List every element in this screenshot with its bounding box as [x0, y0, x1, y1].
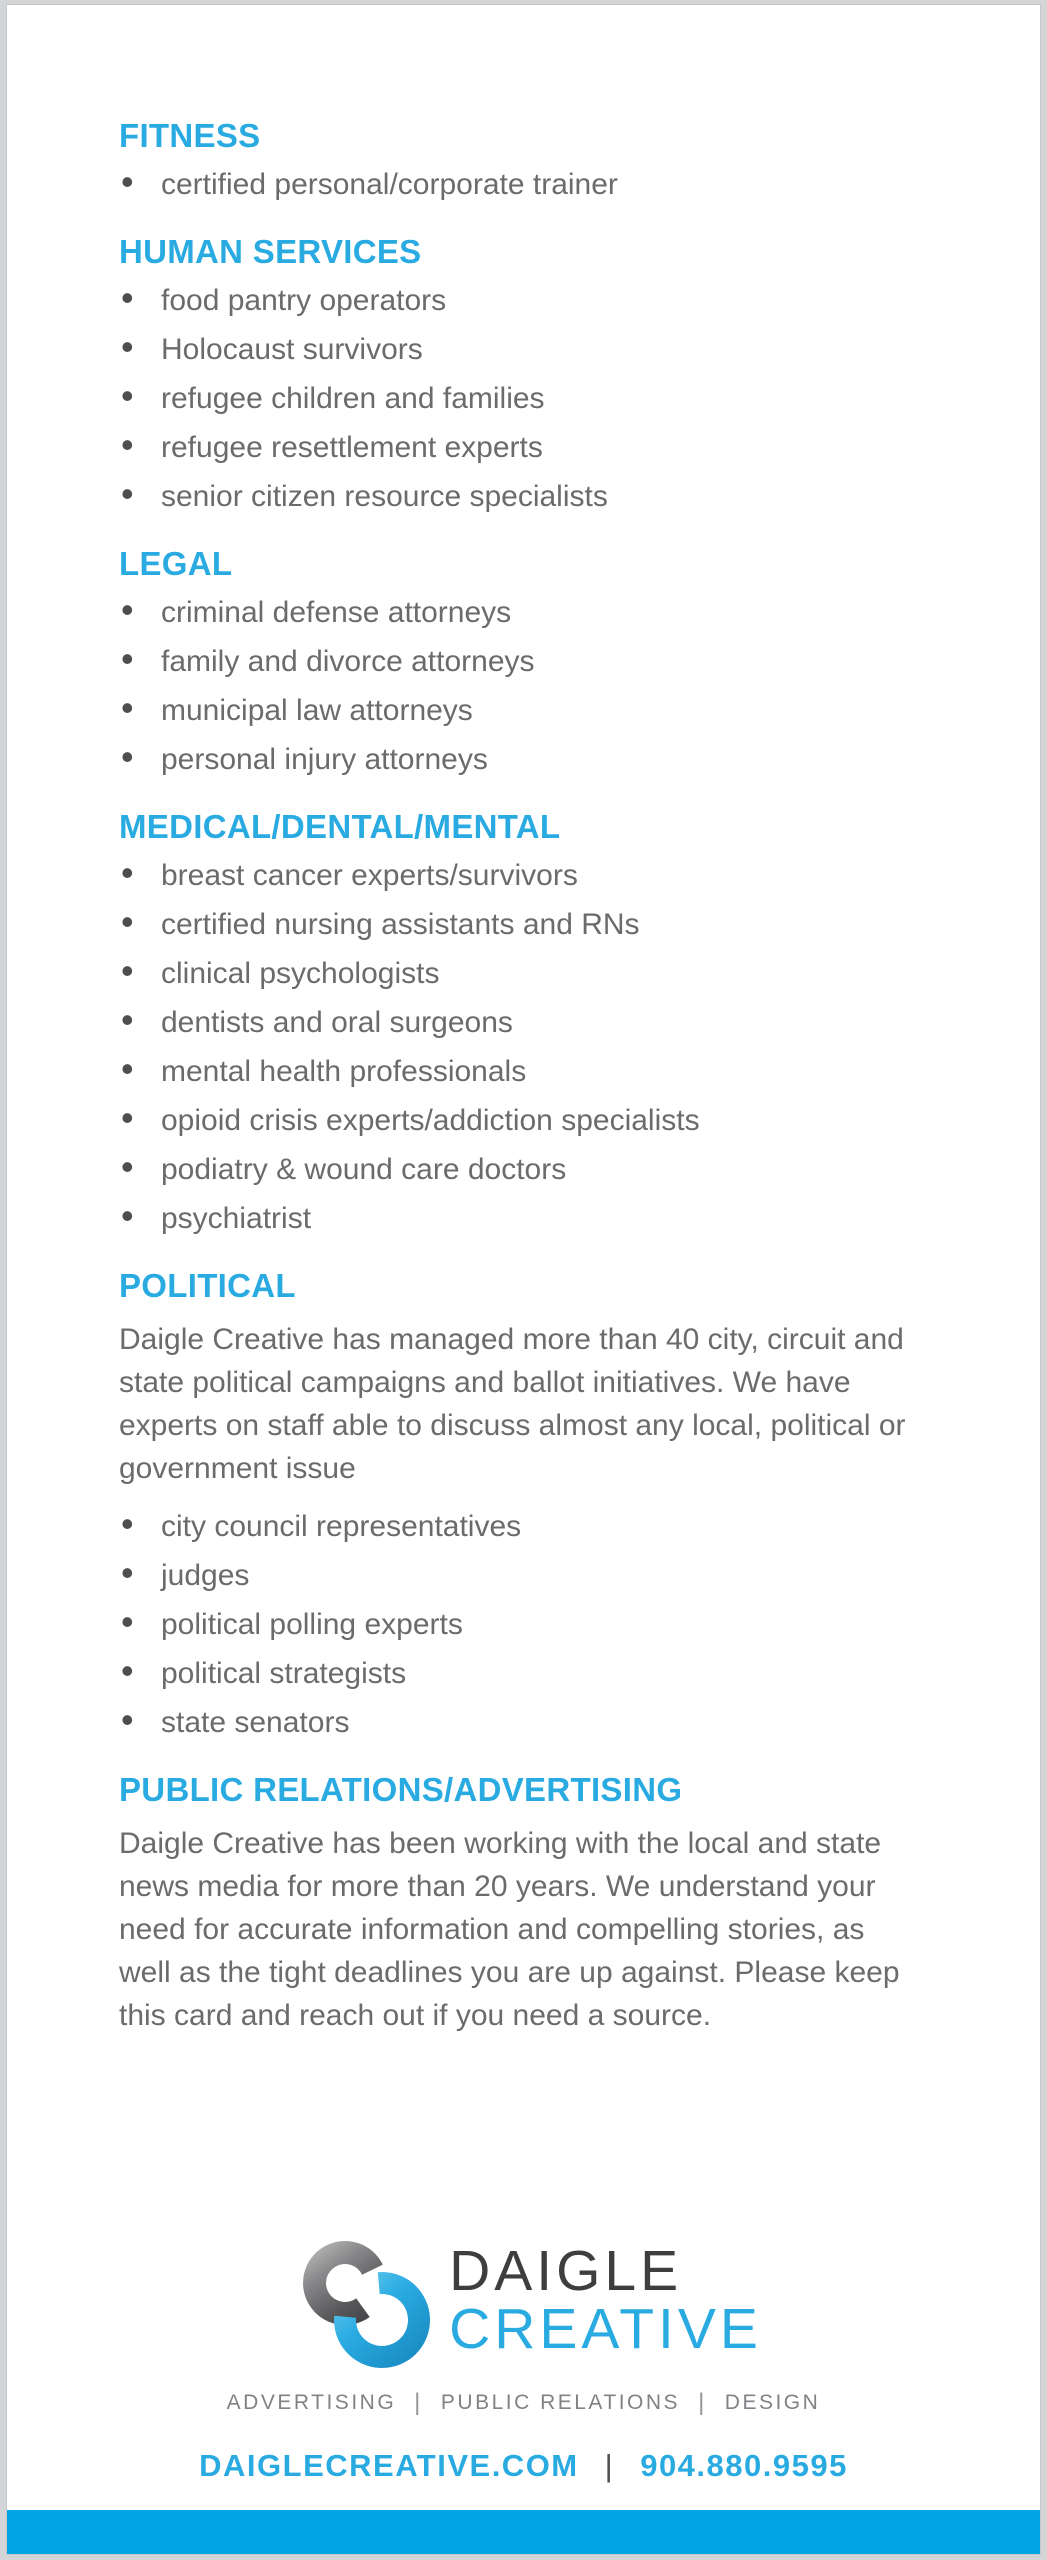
list-item: • political strategists	[119, 1657, 914, 1691]
section-legal	[119, 545, 914, 777]
logo-wordmark	[449, 2239, 762, 2361]
section-heading: LEGAL	[119, 545, 233, 582]
list-item: • state senators	[119, 1706, 914, 1740]
interlocking-cylinders-logo-icon	[285, 2225, 435, 2375]
logo-word-creative: CREATIVE	[449, 2297, 762, 2361]
divider-icon	[698, 2389, 707, 2417]
rack-card	[6, 4, 1041, 2555]
tagline-public-relations: PUBLIC RELATIONS	[440, 2391, 681, 2414]
section-intro-paragraph: Daigle Creative has managed more than 40 city, circuit and state political campaigns and ballot initiatives. We have experts on staff able to discuss almost any local, political or government issue	[119, 1323, 906, 1485]
list-item: • senior citizen resource specialists	[119, 480, 914, 514]
website-link[interactable]: DAIGLECREATIVE.COM	[199, 2448, 579, 2483]
list-item: • psychiatrist	[119, 1202, 914, 1236]
list-item: • Holocaust survivors	[119, 333, 914, 367]
list-item: • food pantry operators	[119, 284, 914, 318]
list-item: • breast cancer experts/survivors	[119, 859, 914, 893]
section-heading: FITNESS	[119, 117, 261, 154]
daigle-creative-logo	[7, 2225, 1040, 2375]
section-heading: HUMAN SERVICES	[119, 233, 422, 270]
tagline-advertising: ADVERTISING	[226, 2391, 397, 2414]
list-item: • clinical psychologists	[119, 957, 914, 991]
section-intro-paragraph: Daigle Creative has been working with the local and state news media for more than 20 years. We understand your need for accurate information and compelling stories, as well as the tight deadlines you are up against. Please keep this card and reach out if you need a source.	[119, 1827, 900, 2032]
contact-row	[7, 2448, 1040, 2484]
section-fitness	[119, 117, 914, 202]
list-item: • mental health professionals	[119, 1055, 914, 1089]
expert-categories-list	[7, 5, 1040, 2068]
list-item: • personal injury attorneys	[119, 743, 914, 777]
list-item: • certified nursing assistants and RNs	[119, 908, 914, 942]
list-item: • podiatry & wound care doctors	[119, 1153, 914, 1187]
list-item: • municipal law attorneys	[119, 694, 914, 728]
list-item: • criminal defense attorneys	[119, 596, 914, 630]
section-heading: MEDICAL/DENTAL/MENTAL	[119, 808, 561, 845]
bottom-accent-bar	[7, 2510, 1040, 2554]
phone-number[interactable]: 904.880.9595	[640, 2448, 848, 2483]
section-public-relations-advertising	[119, 1771, 914, 2037]
tagline-design: DESIGN	[724, 2391, 821, 2414]
logo-word-daigle: DAIGLE	[449, 2239, 683, 2303]
section-medical-dental-mental	[119, 808, 914, 1236]
list-item: • opioid crisis experts/addiction specialists	[119, 1104, 914, 1138]
section-heading: POLITICAL	[119, 1267, 296, 1304]
list-item: • judges	[119, 1559, 914, 1593]
list-item: • refugee resettlement experts	[119, 431, 914, 465]
list-item: • family and divorce attorneys	[119, 645, 914, 679]
section-political	[119, 1267, 914, 1740]
list-item: • city council representatives	[119, 1510, 914, 1544]
brand-footer-block	[7, 2225, 1040, 2554]
section-heading: PUBLIC RELATIONS/ADVERTISING	[119, 1771, 683, 1808]
divider-icon	[414, 2389, 423, 2417]
divider-icon	[605, 2448, 615, 2484]
list-item: • dentists and oral surgeons	[119, 1006, 914, 1040]
list-item: • political polling experts	[119, 1608, 914, 1642]
section-human-services	[119, 233, 914, 514]
list-item: • refugee children and families	[119, 382, 914, 416]
logo-tagline	[7, 2389, 1040, 2417]
list-item: • certified personal/corporate trainer	[119, 168, 914, 202]
